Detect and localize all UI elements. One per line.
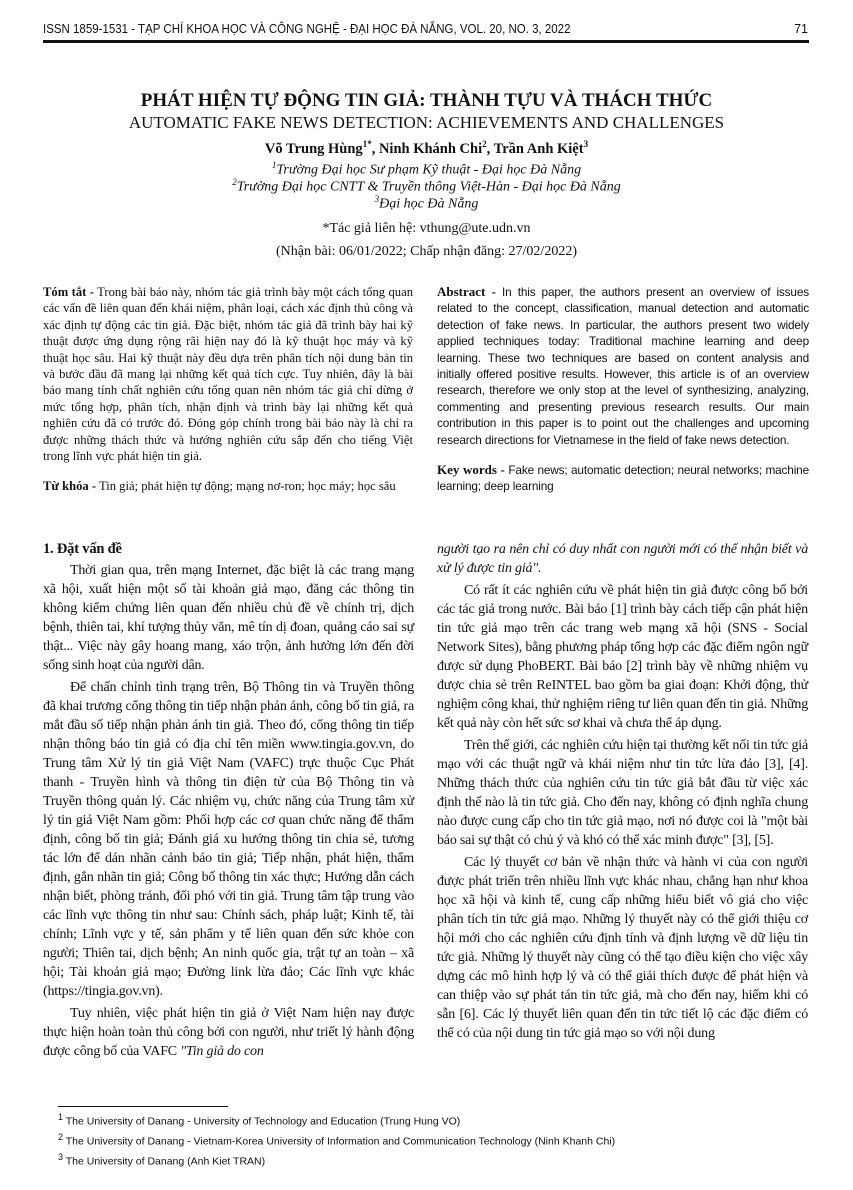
affiliation-text: Trường Đại học CNTT & Truyền thông Việt-Hàn - Đại học Đà Nẵng [236,179,621,195]
abstract-text: Trong bài báo này, nhóm tác giả trình bày một cách tổng quan các vấn đề liên quan đến khái niệm, phân loại, cách xác định thủ công và xác định tự động các tin giả. Đặc biệt, nhóm tác giả đã trình bày hai kỹ thuật được ứng dụng rộng rãi hiện nay đó là kỹ thuật học máy và kỹ thuật học sâu. Hai kỹ thuật này đều dựa trên phân tích nội dung bản tin và bước đầu đã mang lại những kết quả tích cực. Tuy nhiên, đây là bài báo mang tính chất nghiên cứu tổng quan nên nhóm tác giả chỉ dừng ở mức tổng hợp, phân tích, nhận định và trình bày lại những kết quả nghiên cứu đã có trước đó. Đóng góp chính trong bài báo này là chỉ ra được những thách thức và hướng nghiên cứu sắp đến cho tiếng Việt trong lĩnh vực phát hiện tin giả. [43,285,413,464]
footnote-mark: 1 [58,1112,64,1122]
footnote-rule [58,1106,228,1107]
footnote-text: The University of Danang (Anh Kiet TRAN) [65,1155,266,1168]
author-name: Ninh Khánh Chi [378,140,483,157]
paragraph: Thời gian qua, trên mạng Internet, đặc biệt là các trang mạng xã hội, xuất hiện một số tài khoản giả mạo, đăng các thông tin không kiểm chứng liên quan đến nhiều chủ đề về chính trị, dịch bệnh, thiên tai, khí tượng thủy văn, mê tín dị đoan, quảng cáo sai sự thật... Việc này gây hoang mang, xáo trộn, ảnh hưởng lớn đến đời sống sinh hoạt của người dân. [43,563,414,673]
author-list: Võ Trung Hùng$^{1*}$, Ninh Khánh Chi$^2$, Trần Anh Kiệt$^3$ [264,139,589,157]
footnote-text: The University of Danang - University of Technology and Education (Trung Hung VO) [65,1115,461,1128]
paragraph: Có rất ít các nghiên cứu về phát hiện tin giả được công bố bởi các tác giả trong nước. Bài báo [1] trình bày cách tiếp cận phát hiện tin tức giả mạo trên các trang web mạng xã hội (SNS - Social Network Sites), bằng phương pháp tổng hợp các đặc điểm ngôn ngữ được sử dụng PhoBERT. Bài báo [2] trình bày về những nhiệm vụ được chia sẻ trên ReINTEL bao gồm ba giai đoạn: Khởi động, thử nghiệm công khai, thử nghiệm riêng tư liên quan đến tin giả. Những kết quả này còn hết sức sơ khai và chưa thể áp dụng. [437,583,808,731]
affiliation-mark: 3 [374,194,380,204]
header-rule [43,40,809,43]
quote-text: người tạo ra nên chỉ có duy nhất con người mới có thể nhận biết và xử lý được tin giả". [437,542,808,576]
paragraph-text: Tuy nhiên, việc phát hiện tin giả ở Việt Nam hiện nay được thực hiện hoàn toàn thủ công bởi con người, như triết lý hành động được công bố của VAFC [43,1006,414,1059]
affiliation-text: Trường Đại học Sư phạm Kỹ thuật - Đại học Đà Nẵng [276,162,582,178]
paragraph: Trên thế giới, các nghiên cứu hiện tại thường kết nối tin tức giả mạo với các thuật ngữ và khái niệm như tin tức lừa đảo [3], [4]. Những thách thức của nghiên cứu tin tức giả bắt đầu từ việc xác định thế nào là tin tức giả. Cho đến nay, không có định nghĩa chung nào được cung cấp cho tin tức giả mạo, nơi nó được coi là "một bài báo sai sự thật có chủ ý và khó có thể xác minh được" [3], [5]. [437,738,808,848]
abstract-english [437,284,809,495]
paragraph [43,1004,414,1061]
footnotes [58,1110,615,1170]
received-dates: (Nhận bài: 06/01/2022; Chấp nhận đăng: 27/02/2022) [276,244,577,259]
footnote [58,1130,615,1150]
paragraph: Các lý thuyết cơ bản về nhận thức và hành vi của con người được phát triển trên nhiều lĩnh vực khác nhau, chẳng hạn như khoa học xã hội và kinh tế, cung cấp những hiểu biết vô giá cho việc phân tích tin tức giả mạo. Những lý thuyết này có thể giới thiệu cơ hội mới cho các nghiên cứu định tính và định lượng về dữ liệu tin tức giả. Những lý thuyết này cũng có thể tạo điều kiện cho việc xây dựng các mô hình hợp lý và có thể giải thích được để phát hiện và can thiệp vào sự phát tán tin tức giả, mà cho đến nay, hiếm khi có sẵn [6]. Các lý thuyết liên quan đến tin tức tiết lộ các đặc điểm có thể có của nội dung tin tức giả mạo so với nội dung [437,855,808,1041]
section-heading: 1. Đặt vấn đề [43,541,122,557]
footnote [58,1150,615,1170]
keywords-text: Fake news; automatic detection; neural networks; machine learning; deep learning [437,463,809,494]
footnote-mark: 3 [58,1152,64,1162]
running-head-text: ISSN 1859-1531 - TẠP CHÍ KHOA HỌC VÀ CÔNG NGHỆ - ĐẠI HỌC ĐÀ NẴNG, VOL. 20, NO. 3, 2022 [43,22,571,36]
paper-subtitle: AUTOMATIC FAKE NEWS DETECTION: ACHIEVEMENTS AND CHALLENGES [128,113,725,132]
paragraph: Để chấn chỉnh tình trạng trên, Bộ Thông tin và Truyền thông đã khai trương cổng thông tin tiếp nhận phản ánh, công bố tin giả, ra mắt đầu số tiếp nhận phản ánh tin giả. Theo đó, cổng thông tin tiếp nhận thông báo tin giả có địa chỉ tên miền www.tingia.gov.vn, do Trung tâm Xử lý tin giả Việt Nam (VAFC) trực thuộc Cục Phát thanh - Truyền hình và thông tin điện tử của Bộ Thông tin và Truyền thông quản lý. Các nhiệm vụ, chức năng của Trung tâm xử lý tin giả Việt Nam gồm: Phối hợp các cơ quan chức năng để thẩm định, công bố tin giả; Đánh giá xu hướng thông tin chia sẻ, tương tác lớn để dán nhãn cảnh báo tin giả; Tiếp nhận, phát hiện, thẩm định, gắn nhãn tin giả; Công bố thông tin xác thực; Hướng dẫn cách nhận biết, phòng tránh, đối phó với tin giả. Trung tâm tập trung vào các lĩnh vực thông tin như sau: Chính sách, pháp luật; Kinh tế, tài chính; Lĩnh vực y tế, sản phẩm y tế liên quan đến sức khỏe con người; Thiên tai, dịch bệnh; An ninh quốc gia, trật tự an toàn – xã hội; Tài khoản giả mạo; Đường link lừa đảo; Các lĩnh vực khác (https://tingia.gov.vn). [43,680,414,999]
affiliation [0,177,853,196]
footnote-mark: 2 [58,1132,64,1142]
paragraph-continued [437,540,808,578]
affiliation-mark: 1 [271,160,277,170]
author-name: Võ Trung Hùng [264,140,363,157]
keywords-label: Từ khóa - [43,479,97,494]
paper-title: PHÁT HIỆN TỰ ĐỘNG TIN GIẢ: THÀNH TỰU VÀ THÁCH THỨC [140,90,713,111]
keywords-text: Tin giả; phát hiện tự động; mạng nơ-ron; học máy; học sâu [96,479,396,494]
footnote [58,1110,615,1130]
running-head [43,22,687,36]
keywords-label: Key words - [437,462,505,478]
author-mark: 2 [482,139,487,149]
quote-text: "Tin giả do con [180,1044,264,1059]
abstract-vietnamese [43,284,413,495]
corresponding-author: *Tác giả liên hệ: vthung@ute.udn.vn [322,221,531,236]
footnote-text: The University of Danang - Vietnam-Korea University of Information and Communication Technology (Ninh Khanh Chi) [65,1135,616,1148]
author-mark: 3 [583,139,589,149]
author-mark: 1* [362,139,372,149]
body-column-right [437,540,808,1046]
abstract-label: Tóm tắt - [43,285,94,299]
affiliation-mark: 2 [232,177,237,187]
affiliation-text: Đại học Đà Nẵng [379,196,479,212]
affiliation [0,160,853,179]
abstract-label: Abstract - [437,284,496,299]
affiliation [0,194,853,213]
abstract-text: In this paper, the authors present an overview of issues related to the concept, classification, manual detection and automatic detection of fake news. In particular, the authors present two widely applied techniques today: Traditional machine learning and deep learning. These two techniques are based on content analysis and initially offered positive results. However, this article is of an overview research, therefore we only stop at the level of synthesizing, analyzing, commenting and presenting previous research results. Our main contribution in this paper is to point out the challenges and upcoming research directions for Vietnamese in the field of fake news detection. [437,285,809,447]
author-name: Trần Anh Kiệt [493,140,584,157]
body-column-left [43,540,414,1064]
page-number: 71 [794,22,808,36]
